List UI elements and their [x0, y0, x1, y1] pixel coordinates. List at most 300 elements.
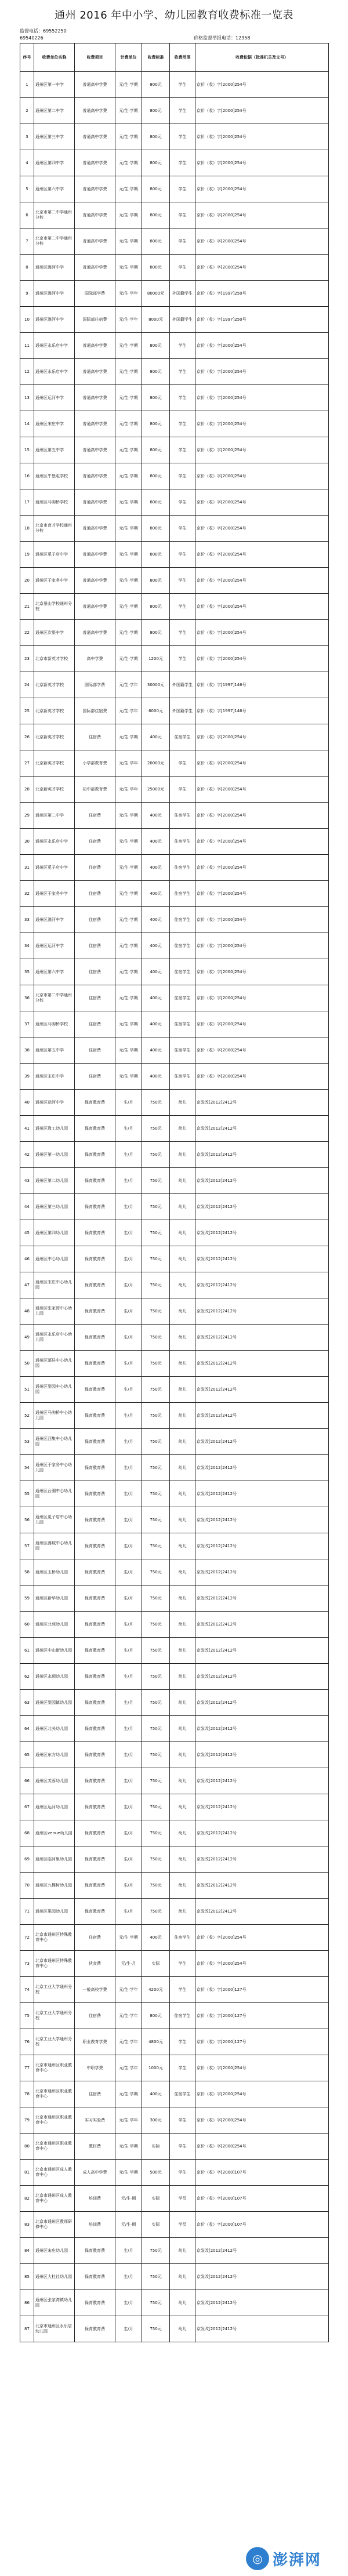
table-row: [20, 124, 329, 150]
fee-item-cell: 保育教育费: [75, 1481, 115, 1507]
fee-amount-cell: 800元: [142, 2003, 170, 2029]
fee-basis-cell: 京发改[2012]2412号: [195, 1455, 329, 1481]
billing-unit-cell: 生/月: [115, 1298, 142, 1325]
fee-scope-cell: 住宿学生: [170, 1011, 195, 1037]
fee-item-cell: 保育教育费: [75, 1220, 115, 1246]
table-row: [20, 1168, 329, 1194]
table-row: [20, 359, 329, 385]
table-row: [20, 1716, 329, 1742]
unit-name-cell: 通州区于家务中心幼儿园: [34, 1455, 75, 1481]
unit-name-cell: 通州区潞河中学: [34, 281, 75, 307]
fee-amount-cell: 750元: [142, 1220, 170, 1246]
fee-basis-cell: 京价（收）字[2000]254号: [195, 1064, 329, 1090]
unit-name-cell: 通州区漷县中心幼儿园: [34, 1351, 75, 1377]
billing-unit-cell: 元/生·学年: [115, 698, 142, 724]
fee-item-cell: 伙食费: [75, 1951, 115, 1977]
table-row: [20, 672, 329, 698]
fee-amount-cell: 300元: [142, 2107, 170, 2134]
row-number-cell: 6: [20, 202, 34, 228]
table-row: [20, 985, 329, 1011]
fee-amount-cell: 800元: [142, 620, 170, 646]
unit-name-cell: 通州区第一中学: [34, 72, 75, 98]
fee-basis-cell: 京价（收）字[2000]127号: [195, 2029, 329, 2055]
fee-basis-cell: 京发改[2012]2412号: [195, 1768, 329, 1794]
fee-item-cell: 保育教育费: [75, 1716, 115, 1742]
fee-scope-cell: 学生: [170, 516, 195, 542]
row-number-cell: 24: [20, 672, 34, 698]
page-title: 通州 2016 年中小学、幼儿园教育收费标准一览表: [55, 9, 293, 21]
fee-item-cell: 住宿费: [75, 724, 115, 750]
fee-item-cell: 普通高中学费: [75, 594, 115, 620]
fee-item-cell: 保育教育费: [75, 1585, 115, 1612]
unit-name-cell: 通州区宋庄中学: [34, 1064, 75, 1090]
fee-scope-cell: 幼儿: [170, 1612, 195, 1638]
fee-scope-cell: 住宿学生: [170, 933, 195, 959]
fee-amount-cell: 750元: [142, 1429, 170, 1455]
fee-item-cell: 住宿费: [75, 1925, 115, 1951]
fee-item-cell: 国际部住宿费: [75, 698, 115, 724]
fee-item-cell: 国际部学费: [75, 281, 115, 307]
fee-amount-cell: 750元: [142, 1664, 170, 1690]
fee-scope-cell: 住宿学生: [170, 803, 195, 829]
unit-name-cell: 通州区永顺幼儿园: [34, 1664, 75, 1690]
billing-unit-cell: 元/生·学年: [115, 2003, 142, 2029]
fee-item-cell: 住宿费: [75, 933, 115, 959]
row-number-cell: 11: [20, 333, 34, 359]
fee-scope-cell: 学生: [170, 2160, 195, 2186]
fee-item-cell: 小学部教育费: [75, 750, 115, 777]
fee-item-cell: 普通高中学费: [75, 437, 115, 463]
billing-unit-cell: 生/月: [115, 1220, 142, 1246]
fee-basis-cell: 京价（收）字[2000]107号: [195, 2212, 329, 2238]
table-row: [20, 98, 329, 124]
unit-name-cell: 通州区于家务中学: [34, 881, 75, 907]
fee-item-cell: 普通高中学费: [75, 359, 115, 385]
unit-name-cell: 通州区梨园镇幼儿园: [34, 1690, 75, 1716]
row-number-cell: 57: [20, 1533, 34, 1559]
row-number-cell: 18: [20, 516, 34, 542]
billing-unit-cell: 元/生·学期: [115, 1925, 142, 1951]
table-row: [20, 1925, 329, 1951]
table-row: [20, 202, 329, 228]
billing-unit-cell: 元/生·期: [115, 2186, 142, 2212]
fee-amount-cell: 750元: [142, 1899, 170, 1925]
billing-unit-cell: 元/生·学年: [115, 2029, 142, 2055]
table-row: [20, 1429, 329, 1455]
billing-unit-cell: 元/生·学期: [115, 489, 142, 516]
billing-unit-cell: 元/生·学期: [115, 907, 142, 933]
billing-unit-cell: 生/月: [115, 1533, 142, 1559]
fee-amount-cell: 400元: [142, 803, 170, 829]
unit-name-cell: 通州区永乐店中学: [34, 829, 75, 855]
unit-name-cell: 通州区玉桥幼儿园: [34, 1559, 75, 1585]
fee-basis-cell: 京发改[2012]2412号: [195, 1899, 329, 1925]
unit-name-cell: 北京市第二中学通州分校: [34, 202, 75, 228]
unit-name-cell: 通州区运河中学: [34, 933, 75, 959]
fee-scope-cell: 学生: [170, 411, 195, 437]
table-row: [20, 2212, 329, 2238]
fee-amount-cell: 750元: [142, 2264, 170, 2290]
fee-basis-cell: 京发改[2012]2412号: [195, 1846, 329, 1873]
fee-scope-cell: 学生: [170, 1951, 195, 1977]
row-number-cell: 87: [20, 2316, 34, 2342]
billing-unit-cell: 元/生·学年: [115, 281, 142, 307]
billing-unit-cell: 生/月: [115, 1272, 142, 1298]
billing-unit-cell: 生/月: [115, 1142, 142, 1168]
fee-item-cell: 国际部学费: [75, 672, 115, 698]
unit-name-cell: 通州区觅子店中心幼儿园: [34, 1507, 75, 1533]
table-row: [20, 228, 329, 255]
fee-item-cell: 普通高中学费: [75, 98, 115, 124]
row-number-cell: 65: [20, 1742, 34, 1768]
fee-scope-cell: 学生: [170, 150, 195, 176]
fee-item-cell: 保育教育费: [75, 1194, 115, 1220]
fee-scope-cell: 幼儿: [170, 1403, 195, 1429]
billing-unit-cell: 元/生·学期: [115, 542, 142, 568]
fee-basis-cell: 京价（收）字[2000]254号: [195, 777, 329, 803]
unit-name-cell: 通州区中心幼儿园: [34, 1246, 75, 1272]
table-row: [20, 1820, 329, 1846]
billing-unit-cell: 元/生·学期: [115, 724, 142, 750]
unit-name-cell: 北京新英才学校: [34, 698, 75, 724]
unit-name-cell: 通州区第二幼儿园: [34, 1168, 75, 1194]
fee-basis-cell: 京价（收）字[2000]254号: [195, 333, 329, 359]
fee-item-cell: 保育教育费: [75, 1559, 115, 1585]
fee-scope-cell: 住宿学生: [170, 2081, 195, 2107]
row-number-cell: 28: [20, 777, 34, 803]
billing-unit-cell: 元/生·学期: [115, 2134, 142, 2160]
fee-basis-cell: 京价（收）字[2000]254号: [195, 385, 329, 411]
unit-name-cell: 通州区第一幼儿园: [34, 1142, 75, 1168]
fee-amount-cell: 800元: [142, 228, 170, 255]
unit-name-cell: 北京市第二中学通州分校: [34, 985, 75, 1011]
billing-unit-cell: 生/月: [115, 1116, 142, 1142]
fee-scope-cell: 学生: [170, 72, 195, 98]
row-number-cell: 19: [20, 542, 34, 568]
fee-amount-cell: 80000元: [142, 281, 170, 307]
row-number-cell: 85: [20, 2264, 34, 2290]
fee-scope-cell: 幼儿: [170, 1116, 195, 1142]
unit-name-cell: 通州区潞城中心幼儿园: [34, 1533, 75, 1559]
billing-unit-cell: 生/月: [115, 1481, 142, 1507]
unit-name-cell: 通州区教工幼儿园: [34, 1116, 75, 1142]
unit-name-cell: 通州区张家湾中心幼儿园: [34, 1298, 75, 1325]
billing-unit-cell: 生/月: [115, 1794, 142, 1820]
table-row: [20, 333, 329, 359]
billing-unit-cell: 元/生·学期: [115, 359, 142, 385]
fee-scope-cell: 学生: [170, 359, 195, 385]
table-row: [20, 646, 329, 672]
row-number-cell: 32: [20, 881, 34, 907]
fee-amount-cell: 750元: [142, 1716, 170, 1742]
fee-amount-cell: 800元: [142, 385, 170, 411]
billing-unit-cell: 元/生·学期: [115, 463, 142, 489]
billing-unit-cell: 元/生·学期: [115, 829, 142, 855]
fee-basis-cell: 京价（收）字[2000]254号: [195, 724, 329, 750]
fee-basis-cell: 京价（收）字[2000]254号: [195, 463, 329, 489]
fee-item-cell: 住宿费: [75, 2003, 115, 2029]
fee-amount-cell: 750元: [142, 1820, 170, 1846]
row-number-cell: 41: [20, 1116, 34, 1142]
fee-amount-cell: 750元: [142, 1559, 170, 1585]
fee-scope-cell: 幼儿: [170, 1142, 195, 1168]
fee-item-cell: 住宿费: [75, 1064, 115, 1090]
fee-scope-cell: 住宿学生: [170, 959, 195, 985]
table-row: [20, 72, 329, 98]
billing-unit-cell: 生/月: [115, 1090, 142, 1116]
fee-scope-cell: 学生: [170, 385, 195, 411]
row-number-cell: 80: [20, 2134, 34, 2160]
unit-name-cell: 北京市通州区职业教育中心: [34, 2081, 75, 2107]
fee-amount-cell: 750元: [142, 1325, 170, 1351]
fee-basis-cell: 京价（收）字[2000]254号: [195, 568, 329, 594]
fee-scope-cell: 幼儿: [170, 1507, 195, 1533]
fee-item-cell: 普通高中学费: [75, 202, 115, 228]
unit-name-cell: 通州区第三幼儿园: [34, 1194, 75, 1220]
row-number-cell: 86: [20, 2290, 34, 2316]
billing-unit-cell: 生/月: [115, 1768, 142, 1794]
unit-name-cell: 通州区第五中学: [34, 437, 75, 463]
fee-amount-cell: 4800元: [142, 2029, 170, 2055]
fee-amount-cell: 750元: [142, 1638, 170, 1664]
fee-amount-cell: 400元: [142, 907, 170, 933]
fee-item-cell: 保育教育费: [75, 2290, 115, 2316]
fee-amount-cell: 400元: [142, 933, 170, 959]
fee-basis-cell: 京价（收）字[2000]254号: [195, 150, 329, 176]
row-number-cell: 14: [20, 411, 34, 437]
fee-item-cell: 普通高中学费: [75, 124, 115, 150]
table-row: [20, 1768, 329, 1794]
fee-scope-cell: 幼儿: [170, 1481, 195, 1507]
table-row: [20, 777, 329, 803]
fee-amount-cell: 8000元: [142, 307, 170, 333]
fee-scope-cell: 住宿学生: [170, 1037, 195, 1064]
fee-amount-cell: 800元: [142, 202, 170, 228]
fee-item-cell: 保育教育费: [75, 1612, 115, 1638]
fee-amount-cell: 30000元: [142, 672, 170, 698]
unit-name-cell: 通州区永乐店中学: [34, 359, 75, 385]
fee-table: [20, 43, 329, 2342]
fee-basis-cell: 京价（收）字[2000]127号: [195, 2003, 329, 2029]
unit-name-cell: 通州区潞河中学: [34, 907, 75, 933]
fee-scope-cell: 幼儿: [170, 1194, 195, 1220]
fee-basis-cell: 京价（收）字[2000]107号: [195, 2186, 329, 2212]
fee-basis-cell: 京发改[2012]2412号: [195, 2290, 329, 2316]
table-row: [20, 1899, 329, 1925]
billing-unit-cell: 生/月: [115, 1507, 142, 1533]
header-cell: 序号: [20, 43, 34, 72]
fee-item-cell: 保育教育费: [75, 1899, 115, 1925]
billing-unit-cell: 生/月: [115, 2290, 142, 2316]
row-number-cell: 42: [20, 1142, 34, 1168]
table-row: [20, 1585, 329, 1612]
fee-amount-cell: 750元: [142, 1481, 170, 1507]
fee-scope-cell: 幼儿: [170, 1794, 195, 1820]
fee-item-cell: 保育教育费: [75, 1742, 115, 1768]
fee-scope-cell: 幼儿: [170, 2264, 195, 2290]
row-number-cell: 77: [20, 2055, 34, 2081]
fee-item-cell: 培训费: [75, 2186, 115, 2212]
fee-scope-cell: 住宿学生: [170, 855, 195, 881]
fee-item-cell: 普通高中学费: [75, 150, 115, 176]
row-number-cell: 20: [20, 568, 34, 594]
fee-scope-cell: 住宿学生: [170, 829, 195, 855]
supervision-phone: 监督电话：69552250: [20, 28, 67, 34]
table-row: [20, 2160, 329, 2186]
fee-scope-cell: 学生: [170, 489, 195, 516]
row-number-cell: 54: [20, 1455, 34, 1481]
row-number-cell: 36: [20, 985, 34, 1011]
fee-basis-cell: 京发改[2012]2412号: [195, 1742, 329, 1768]
fee-item-cell: 住宿费: [75, 2081, 115, 2107]
fee-amount-cell: 800元: [142, 333, 170, 359]
table-row: [20, 437, 329, 463]
table-row: [20, 698, 329, 724]
fee-scope-cell: 幼儿: [170, 2290, 195, 2316]
fee-item-cell: 住宿费: [75, 829, 115, 855]
row-number-cell: 1: [20, 72, 34, 98]
unit-name-cell: 北京市育才学校通州分校: [34, 516, 75, 542]
fee-item-cell: 普通高中学费: [75, 516, 115, 542]
fee-item-cell: 住宿费: [75, 959, 115, 985]
fee-scope-cell: 幼儿: [170, 1559, 195, 1585]
unit-name-cell: 北京新英才学校: [34, 777, 75, 803]
fee-basis-cell: 京价（收）字[1997]146号: [195, 698, 329, 724]
fee-item-cell: 高中学费: [75, 646, 115, 672]
fee-scope-cell: 学生: [170, 124, 195, 150]
fee-amount-cell: 750元: [142, 1142, 170, 1168]
billing-unit-cell: 元/生·学期: [115, 385, 142, 411]
table-row: [20, 2081, 329, 2107]
fee-item-cell: 保育教育费: [75, 1403, 115, 1429]
fee-amount-cell: 750元: [142, 1194, 170, 1220]
row-number-cell: 63: [20, 1690, 34, 1716]
fee-item-cell: 普通高中学费: [75, 463, 115, 489]
billing-unit-cell: 元/生·学期: [115, 2081, 142, 2107]
fee-basis-cell: 京价（收）字[2000]254号: [195, 489, 329, 516]
fee-amount-cell: 800元: [142, 176, 170, 202]
fee-item-cell: 保育教育费: [75, 1246, 115, 1272]
fee-basis-cell: 京发改[2012]2412号: [195, 2264, 329, 2290]
table-row: [20, 1742, 329, 1768]
unit-name-cell: 北京市第二中学通州分校: [34, 228, 75, 255]
fee-scope-cell: 学员: [170, 2212, 195, 2238]
fee-scope-cell: 幼儿: [170, 1272, 195, 1298]
row-number-cell: 30: [20, 829, 34, 855]
fee-item-cell: 保育教育费: [75, 1168, 115, 1194]
unit-name-cell: 通州区马驹桥学校: [34, 1011, 75, 1037]
site-name: 澎湃网: [273, 2551, 322, 2569]
table-row: [20, 594, 329, 620]
row-number-cell: 68: [20, 1820, 34, 1846]
row-number-cell: 73: [20, 1951, 34, 1977]
row-number-cell: 48: [20, 1298, 34, 1325]
unit-name-cell: 通州区运河中学: [34, 385, 75, 411]
billing-unit-cell: 生/月: [115, 1690, 142, 1716]
fee-scope-cell: 学生: [170, 777, 195, 803]
fee-basis-cell: 京价（收）字[2000]254号: [195, 1951, 329, 1977]
fee-basis-cell: 京价（收）字[2000]254号: [195, 1037, 329, 1064]
fee-scope-cell: 学生: [170, 202, 195, 228]
billing-unit-cell: 元/生·学期: [115, 333, 142, 359]
billing-unit-cell: 生/月: [115, 1168, 142, 1194]
fee-basis-cell: 京价（收）字[1997]250号: [195, 307, 329, 333]
row-number-cell: 4: [20, 150, 34, 176]
fee-amount-cell: 750元: [142, 1846, 170, 1873]
fee-basis-cell: 京价（收）字[2000]254号: [195, 202, 329, 228]
billing-unit-cell: 生/月: [115, 2264, 142, 2290]
fee-basis-cell: 京价（收）字[2000]254号: [195, 933, 329, 959]
row-number-cell: 66: [20, 1768, 34, 1794]
row-number-cell: 25: [20, 698, 34, 724]
unit-name-cell: 北京市通州区特殊教育中心: [34, 1951, 75, 1977]
fee-basis-cell: 京发改[2012]2412号: [195, 1325, 329, 1351]
fee-scope-cell: 住宿学生: [170, 1925, 195, 1951]
fee-item-cell: 普通高中学费: [75, 333, 115, 359]
row-number-cell: 39: [20, 1064, 34, 1090]
billing-unit-cell: 元/生·月: [115, 1951, 142, 1977]
fee-scope-cell: 幼儿: [170, 1742, 195, 1768]
fee-item-cell: 普通高中学费: [75, 385, 115, 411]
row-number-cell: 3: [20, 124, 34, 150]
row-number-cell: 45: [20, 1220, 34, 1246]
billing-unit-cell: 元/生·学期: [115, 594, 142, 620]
table-row: [20, 881, 329, 907]
unit-name-cell: 通州区宋庄幼儿园: [34, 2238, 75, 2264]
header-cell: 收费标准: [142, 43, 170, 72]
billing-unit-cell: 元/生·学期: [115, 959, 142, 985]
fee-scope-cell: 学生: [170, 255, 195, 281]
table-row: [20, 1455, 329, 1481]
unit-name-cell: 北京工业大学通州分校: [34, 1977, 75, 2003]
billing-unit-cell: 生/月: [115, 1429, 142, 1455]
table-row: [20, 933, 329, 959]
fee-item-cell: 成人高中学费: [75, 2160, 115, 2186]
fee-basis-cell: 京价（收）字[2000]254号: [195, 803, 329, 829]
fee-basis-cell: 京价（收）字[2000]127号: [195, 1977, 329, 2003]
fee-item-cell: 保育教育费: [75, 1846, 115, 1873]
fee-basis-cell: 京发改[2012]2412号: [195, 1220, 329, 1246]
document-code: 69540226: [20, 35, 44, 41]
fee-basis-cell: 京发改[2012]2412号: [195, 1403, 329, 1429]
fee-scope-cell: 幼儿: [170, 1351, 195, 1377]
unit-name-cell: 通州区马驹桥学校: [34, 489, 75, 516]
unit-name-cell: 通州区第四中学: [34, 150, 75, 176]
row-number-cell: 9: [20, 281, 34, 307]
unit-name-cell: 通州区第六中学: [34, 176, 75, 202]
fee-scope-cell: 学生: [170, 568, 195, 594]
billing-unit-cell: 元/生·学年: [115, 777, 142, 803]
table-row: [20, 1481, 329, 1507]
fee-basis-cell: 京发改[2012]2412号: [195, 1168, 329, 1194]
unit-name-cell: 通州区潞河中学: [34, 255, 75, 281]
fee-scope-cell: 学生: [170, 750, 195, 777]
table-row: [20, 1351, 329, 1377]
unit-name-cell: 通州区次渠中学: [34, 620, 75, 646]
fee-basis-cell: 京发改[2012]2412号: [195, 1090, 329, 1116]
row-number-cell: 84: [20, 2238, 34, 2264]
row-number-cell: 78: [20, 2081, 34, 2107]
unit-name-cell: 通州区觅子店中学: [34, 542, 75, 568]
fee-scope-cell: 学生: [170, 437, 195, 463]
unit-name-cell: 通州区于家务中学: [34, 568, 75, 594]
document: [20, 0, 328, 2342]
fee-basis-cell: 京价（收）字[2000]254号: [195, 542, 329, 568]
row-number-cell: 50: [20, 1351, 34, 1377]
fee-scope-cell: 学员: [170, 2186, 195, 2212]
fee-scope-cell: 幼儿: [170, 1690, 195, 1716]
table-row: [20, 2290, 329, 2316]
